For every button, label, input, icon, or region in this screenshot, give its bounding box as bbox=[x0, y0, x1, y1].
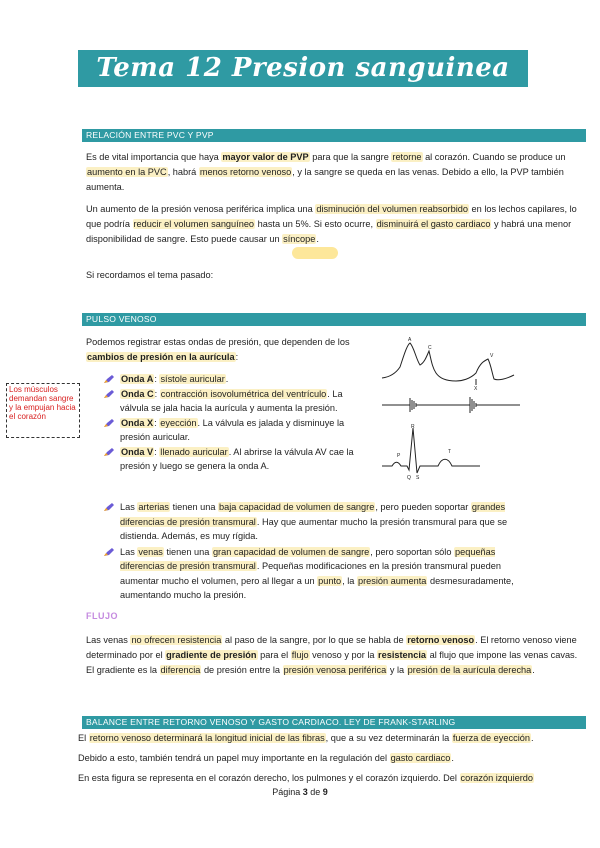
venous-pulse-ecg-diagram bbox=[380, 333, 525, 483]
section-header-pvc-pvp: RELACIÓN ENTRE PVC Y PVP bbox=[82, 129, 586, 142]
highlight: reducir el volumen sanguíneo bbox=[133, 219, 255, 229]
text: . bbox=[530, 733, 534, 743]
highlight: venas bbox=[138, 546, 163, 557]
highlight: eyección bbox=[160, 417, 197, 428]
margin-note: Los músculos demandan sangre y la empujan hacia el corazón bbox=[6, 383, 80, 438]
text: : bbox=[154, 417, 160, 428]
section-header-balance: BALANCE ENTRE RETORNO VENOSO Y GASTO CARDIACO. LEY DE FRANK-STARLING bbox=[82, 716, 586, 729]
highlight: diferencia bbox=[160, 665, 201, 675]
highlight: retorno venoso bbox=[407, 635, 475, 645]
highlight: retorno venoso determinará la longitud inicial de las fibras bbox=[89, 733, 325, 743]
wave-name: Onda C bbox=[121, 388, 154, 399]
section-header-pulso-venoso: PULSO VENOSO bbox=[82, 313, 586, 326]
text: al flujo que impone las venas cavas. El gradiente es la bbox=[86, 650, 578, 675]
pencil-bullet-icon bbox=[104, 447, 115, 457]
text: . La válvula se jala hacia la aurícula y aumenta la presión. bbox=[120, 388, 343, 413]
text: : bbox=[154, 446, 160, 457]
text: , la bbox=[342, 575, 357, 586]
wave-name: Onda X bbox=[121, 417, 154, 428]
wave-item bbox=[102, 372, 364, 387]
highlight: aumento en la PVC bbox=[87, 167, 167, 177]
highlight: presión venosa periférica bbox=[283, 665, 387, 675]
pencil-bullet-icon bbox=[104, 389, 115, 399]
text: : bbox=[235, 352, 239, 362]
text: tienen una bbox=[163, 546, 212, 557]
highlight: pequeñas diferencias de presión transmural bbox=[120, 546, 496, 571]
text: Un aumento de la presión venosa periférica implica una bbox=[86, 204, 316, 214]
paragraph-balance-2 bbox=[78, 751, 588, 766]
highlight: presión de la aurícula derecha bbox=[407, 665, 532, 675]
highlight: sístole auricular bbox=[160, 374, 225, 384]
text: . El retorno venoso viene determinado por el bbox=[86, 635, 577, 660]
label-wave-a: A bbox=[408, 337, 412, 343]
text: . Pequeñas modificaciones en la presión transmural pueden aumentar mucho el volumen, pero al llegar a un bbox=[120, 561, 501, 586]
text: Debido a esto, también tendrá un papel muy importante en la regulación del bbox=[78, 753, 390, 763]
highlight: gradiente de presión bbox=[166, 650, 257, 660]
subheading-flujo: FLUJO bbox=[86, 611, 119, 621]
label-ecg-p: P bbox=[397, 453, 401, 459]
paragraph-pvp bbox=[86, 150, 586, 195]
label-ecg-r: R bbox=[411, 424, 415, 430]
highlight: no ofrecen resistencia bbox=[131, 635, 222, 645]
page-footer bbox=[0, 787, 600, 797]
highlight: resistencia bbox=[378, 650, 427, 660]
label-ecg-q: Q bbox=[407, 475, 411, 481]
text: En esta figura se representa en el corazón derecho, los pulmones y el corazón izquierdo. Del bbox=[78, 773, 460, 783]
wave-list bbox=[102, 372, 364, 474]
paragraph-flujo bbox=[86, 633, 586, 678]
text: . bbox=[225, 374, 229, 384]
highlight: síncope bbox=[283, 234, 316, 244]
text: desmesuradamente, aumentando mucho la presión. bbox=[120, 575, 514, 600]
text: para el bbox=[257, 650, 291, 660]
text: venoso y por la bbox=[309, 650, 378, 660]
highlight: disminución del volumen reabsorbido bbox=[316, 204, 468, 214]
label-wave-v: V bbox=[490, 353, 494, 359]
highlight: corazón izquierdo bbox=[460, 773, 534, 783]
paragraph-pulso-intro bbox=[86, 335, 361, 365]
text: hasta un 5%. Si esto ocurre, bbox=[255, 219, 376, 229]
text: Es de vital importancia que haya bbox=[86, 152, 222, 162]
wave-item bbox=[102, 416, 364, 445]
page-total: 9 bbox=[322, 787, 328, 797]
text: Página bbox=[272, 787, 303, 797]
paragraph-pvp-increase bbox=[86, 202, 586, 247]
paragraph-balance-1 bbox=[78, 731, 588, 746]
text: Podemos registrar estas ondas de presión, que dependen de los bbox=[86, 337, 350, 347]
text: . La válvula es jalada y disminuye la presión auricular. bbox=[120, 417, 345, 442]
highlight: gasto cardiaco bbox=[390, 753, 451, 763]
text: , que a su vez determinarán la bbox=[325, 733, 452, 743]
highlight: arterias bbox=[138, 502, 170, 512]
label-wave-c: C bbox=[428, 345, 432, 351]
text: , pero pueden soportar bbox=[375, 502, 471, 512]
highlight: llenado auricular bbox=[160, 446, 228, 457]
text: . bbox=[532, 665, 535, 675]
highlight-mark bbox=[292, 247, 338, 259]
text: , pero soportan sólo bbox=[370, 546, 454, 557]
text: : bbox=[154, 374, 160, 384]
pencil-bullet-icon bbox=[104, 418, 115, 428]
paragraph-balance-3 bbox=[78, 771, 593, 786]
wave-name: Onda V bbox=[121, 446, 154, 457]
text: y habrá una menor disponibilidad de sangre. Esto puede causar un bbox=[86, 219, 572, 244]
text: Las venas bbox=[86, 635, 131, 645]
text: . bbox=[451, 753, 454, 763]
list-item-veins bbox=[102, 545, 540, 603]
vessel-list bbox=[102, 500, 540, 603]
highlight: retorne bbox=[392, 152, 422, 162]
text: de bbox=[307, 787, 323, 797]
text: en los lechos capilares, lo que podría bbox=[86, 204, 577, 229]
venous-pulse-trace bbox=[382, 343, 514, 381]
pencil-bullet-icon bbox=[104, 374, 115, 384]
text: . bbox=[316, 234, 319, 244]
highlight: disminuirá el gasto cardiaco bbox=[376, 219, 491, 229]
label-ecg-t: T bbox=[448, 449, 452, 455]
page-title: Tema 12 Presion sanguinea bbox=[78, 50, 528, 87]
text: . Hay que aumentar mucho la presión transmural para que se distienda. Además, es muy rígida. bbox=[120, 516, 508, 541]
text: al corazón. Cuando se produce un bbox=[422, 152, 566, 162]
label-wave-x: X bbox=[474, 386, 478, 392]
pencil-bullet-icon bbox=[104, 547, 115, 557]
highlight: fuerza de eyección bbox=[452, 733, 530, 743]
list-item-arteries bbox=[102, 500, 540, 544]
wave-name: Onda A bbox=[121, 374, 154, 384]
wave-item bbox=[102, 445, 364, 474]
highlight: mayor valor de PVP bbox=[222, 152, 309, 162]
highlight: baja capacidad de volumen de sangre bbox=[219, 502, 375, 512]
wave-item bbox=[102, 387, 364, 416]
highlight: grandes diferencias de presión transmural bbox=[120, 502, 506, 527]
highlight: flujo bbox=[291, 650, 309, 660]
highlight: punto bbox=[318, 575, 342, 586]
heart-sound-trace bbox=[382, 397, 520, 413]
highlight: contracción isovolumétrica del ventrículo bbox=[160, 388, 327, 399]
text: Las bbox=[120, 502, 138, 512]
text: para que la sangre bbox=[309, 152, 392, 162]
paragraph-recall: Si recordamos el tema pasado: bbox=[86, 270, 214, 280]
text: , y la sangre se queda en las venas. Debido a ello, la PVP también aumenta. bbox=[86, 167, 564, 192]
ecg-trace bbox=[382, 428, 480, 473]
text: al paso de la sangre, por lo que se habla de bbox=[222, 635, 407, 645]
text: Las bbox=[120, 546, 138, 557]
highlight: presión aumenta bbox=[357, 575, 427, 586]
pencil-bullet-icon bbox=[104, 502, 115, 512]
page-number: 3 bbox=[302, 787, 308, 797]
highlight: gran capacidad de volumen de sangre bbox=[212, 546, 370, 557]
highlight: cambios de presión en la aurícula bbox=[87, 352, 235, 362]
text: tienen una bbox=[170, 502, 219, 512]
label-ecg-s: S bbox=[416, 475, 420, 481]
text: . Al abrirse la válvula AV cae la presión y luego se genera la onda A. bbox=[120, 446, 354, 471]
text: , habrá bbox=[167, 167, 199, 177]
text: y la bbox=[387, 665, 407, 675]
highlight: menos retorno venoso bbox=[199, 167, 292, 177]
text: : bbox=[154, 388, 160, 399]
text: de presión entre la bbox=[201, 665, 283, 675]
text: El bbox=[78, 733, 89, 743]
